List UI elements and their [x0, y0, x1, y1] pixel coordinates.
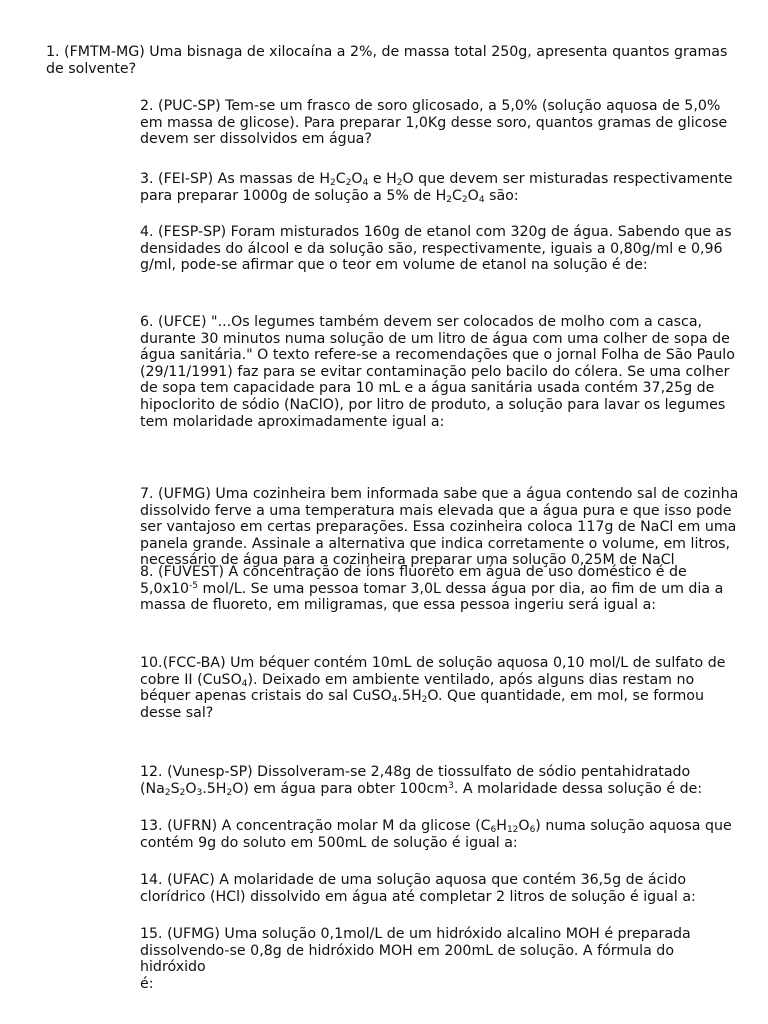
question-8: 8. (FUVEST) A concentração de íons fluoreto em água de uso doméstico é de $5,0x10^{-5}$ mol/L. Se uma pessoa tomar 3,0L dessa água por dia, ao fim de um dia a massa de fluoreto, em miligramas, que essa pessoa ingeriu será igual a: — [140, 564, 724, 614]
question-13: 13. (UFRN) A concentração molar M da glicose $(C_6H_{12}O_6)$ numa solução aquosa que contém 9g do soluto em 500mL de solução é igual a: — [140, 818, 732, 851]
question-12: 12. (Vunesp-SP) Dissolveram-se 2,48g de tiossulfato de sódio pentahidratado $(Na_2S_2O_3.5H_2O)$ em água para obter $100cm^3$. A molaridade dessa solução é de: — [140, 764, 703, 798]
question-1: 1. (FMTM-MG) Uma bisnaga de xilocaína a 2%, de massa total 250g, apresenta quantos gramas de solvente? — [46, 44, 728, 77]
question-4: 4. (FESP-SP) Foram misturados 160g de etanol com 320g de água. Sabendo que as densidades do álcool e da solução são, respectivamente, iguais a 0,80g/ml e 0,96 g/ml, pode-se afirmar que o teor em volume de etanol na solução é de: — [140, 224, 732, 274]
question-15: 15. (UFMG) Uma solução 0,1mol/L de um hidróxido alcalino MOH é preparada dissolvendo-se 0,8g de hidróxido MOH em 200mL de solução. A fórmula do hidróxido é: — [140, 926, 691, 992]
question-2: 2. (PUC-SP) Tem-se um frasco de soro glicosado, a 5,0% (solução aquosa de 5,0% em massa de glicose). Para preparar 1,0Kg desse soro, quantos gramas de glicose devem ser dissolvidos em água? — [140, 98, 728, 148]
question-10: 10.(FCC-BA) Um béquer contém 10mL de solução aquosa 0,10 mol/L de sulfato de cobre II (CuSO$_4$). Deixado em ambiente ventilado, após alguns dias restam no béquer apenas cristais do sal $CuSO_4.5H_2O$. Que quantidade, em mol, se formou desse sal? — [140, 655, 726, 721]
question-6: 6. (UFCE) "...Os legumes também devem ser colocados de molho com a casca, durante 30 minutos numa solução de um litro de água com uma colher de sopa de água sanitária." O texto refere-se a recomendações que o jornal Folha de São Paulo (29/11/1991) faz para se evitar contaminação pelo bacilo do cólera. Se uma colher de sopa tem capacidade para 10 mL e a água sanitária usada contém 37,25g de hipoclorito de sódio (NaClO), por litro de produto, a solução para lavar os legumes tem molaridade aproximadamente igual a: — [140, 314, 735, 430]
question-14: 14. (UFAC) A molaridade de uma solução aquosa que contém 36,5g de ácido clorídrico (HCl) dissolvido em água até completar 2 litros de solução é igual a: — [140, 872, 696, 905]
question-3: 3. (FEI-SP) As massas de $H_2C_2O_4$ e $H_2O$ que devem ser misturadas respectivamente para preparar 1000g de solução a 5% de $H_2C_2O_4$ são: — [140, 171, 733, 205]
question-7: 7. (UFMG) Uma cozinheira bem informada sabe que a água contendo sal de cozinha dissolvido ferve a uma temperatura mais elevada que a água pura e que isso pode ser vantajoso em certas preparações. Essa cozinheira coloca 117g de NaCl em uma panela grande. Assinale a alternativa que indica corretamente o volume, em litros, necessário de água para a cozinheira preparar uma solução 0,25M de NaCl — [140, 486, 739, 569]
